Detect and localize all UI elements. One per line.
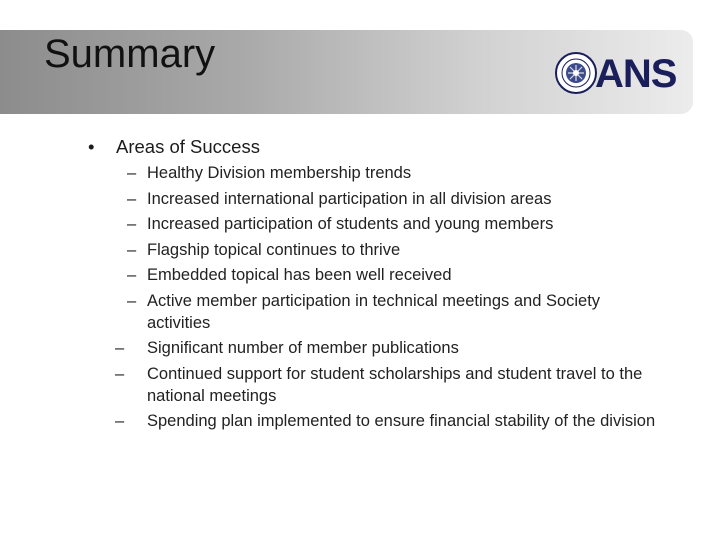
list-item-text: Flagship topical continues to thrive [147, 240, 401, 259]
ans-logo [555, 50, 677, 98]
list-item [127, 264, 667, 286]
sub-bullet-list [115, 162, 667, 436]
dash-marker: – [115, 412, 125, 430]
list-item [127, 162, 667, 184]
slide-title: Summary [44, 32, 216, 76]
list-item [115, 363, 667, 407]
section-heading [88, 134, 260, 160]
dash-marker: – [127, 164, 137, 182]
list-item-text: Active member participation in technical meetings and Society activities [147, 291, 601, 332]
list-item-text: Increased international participation in all division areas [147, 189, 552, 208]
list-item-text: Continued support for student scholarships and student travel to the national meetings [147, 364, 643, 405]
list-item [127, 213, 667, 235]
dash-marker: – [127, 189, 137, 208]
list-item-text: Increased participation of students and young members [147, 215, 554, 233]
dash-marker: – [127, 266, 137, 284]
list-item-text: Embedded topical has been well received [147, 266, 452, 284]
list-item [127, 290, 667, 334]
dash-marker: – [115, 364, 125, 383]
list-item-text: Significant number of member publications [147, 339, 459, 357]
list-item-text: Spending plan implemented to ensure financial stability of the division [147, 412, 656, 430]
dash-marker: – [127, 240, 137, 259]
dash-marker: – [115, 339, 125, 357]
list-item [115, 337, 667, 359]
list-item [115, 410, 667, 432]
logo-text: ANS [595, 52, 677, 96]
dash-marker: – [127, 291, 137, 310]
dash-marker: – [127, 215, 137, 233]
list-item [127, 239, 667, 261]
section-heading-text: Areas of Success [116, 136, 260, 157]
list-item-text: Healthy Division membership trends [147, 164, 412, 182]
list-item [127, 188, 667, 210]
ans-seal-icon [555, 52, 597, 94]
bullet-marker: • [88, 136, 95, 157]
